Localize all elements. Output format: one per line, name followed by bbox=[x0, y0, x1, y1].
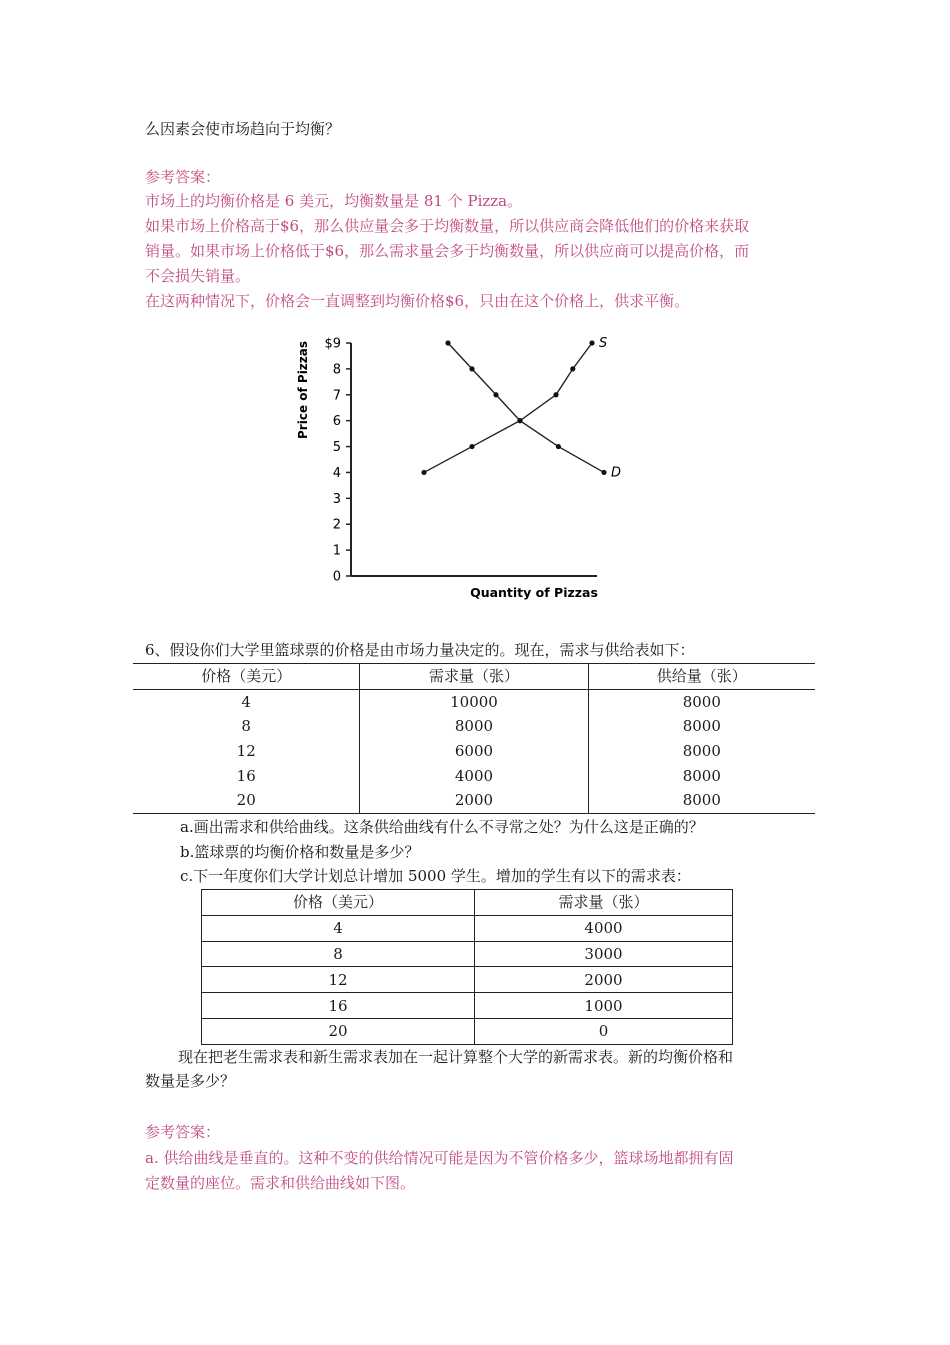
answer-label: 参考答案： bbox=[145, 168, 221, 186]
data-point-S bbox=[469, 444, 474, 449]
data-point-D bbox=[469, 366, 474, 371]
data-point-D bbox=[556, 444, 561, 449]
cell: 4000 bbox=[475, 915, 733, 941]
cell: 8000 bbox=[588, 788, 815, 813]
cell: 8 bbox=[241, 717, 251, 736]
followup-line-1: 现在把老生需求表和新生需求表加在一起计算整个大学的新需求表。新的均衡价格和 bbox=[178, 1048, 734, 1066]
data-point-D bbox=[445, 340, 450, 345]
series-label-D: D bbox=[611, 465, 622, 481]
col-price: 价格（美元） bbox=[133, 664, 360, 690]
table-row bbox=[133, 714, 815, 739]
table-row bbox=[133, 788, 815, 813]
supply-demand-table bbox=[133, 663, 815, 814]
question-6b: b.篮球票的均衡价格和数量是多少？ bbox=[180, 843, 420, 861]
data-point-S bbox=[570, 366, 575, 371]
cell: 12 bbox=[236, 742, 256, 761]
new-student-demand-table bbox=[201, 889, 733, 1045]
table-row bbox=[202, 915, 733, 941]
chart-ylabel: Price of Pizzas bbox=[296, 340, 310, 440]
cell: 16 bbox=[202, 993, 475, 1019]
cell: 20 bbox=[202, 1018, 475, 1044]
y-tick-label: 1 bbox=[332, 543, 341, 559]
table-header-row bbox=[202, 890, 733, 916]
cell: 8000 bbox=[588, 739, 815, 764]
cell: 0 bbox=[475, 1018, 733, 1044]
table-row bbox=[133, 689, 815, 714]
col-demand: 需求量（张） bbox=[360, 664, 588, 690]
series-line-D bbox=[448, 343, 604, 472]
y-tick-label: 5 bbox=[332, 440, 341, 456]
cell: 20 bbox=[236, 791, 256, 810]
data-point-D bbox=[601, 470, 606, 475]
intro-question: 么因素会使市场趋向于均衡？ bbox=[145, 120, 341, 138]
table-row bbox=[202, 967, 733, 993]
answer2-line-2: 定数量的座位。需求和供给曲线如下图。 bbox=[145, 1174, 416, 1192]
table-row bbox=[133, 739, 815, 764]
cell: 8000 bbox=[588, 689, 815, 714]
table-row bbox=[202, 1018, 733, 1044]
cell: 3000 bbox=[475, 941, 733, 967]
cell: 4 bbox=[202, 915, 475, 941]
table-row bbox=[202, 993, 733, 1019]
data-point-S bbox=[589, 340, 594, 345]
cell: 4000 bbox=[360, 763, 588, 788]
cell: 1000 bbox=[475, 993, 733, 1019]
cell: 10000 bbox=[360, 689, 588, 714]
cell: 8 bbox=[202, 941, 475, 967]
col-supply: 供给量（张） bbox=[588, 664, 815, 690]
answer-line-3: 销量。如果市场上价格低于$6，那么需求量会多于均衡数量，所以供应商可以提高价格，而 bbox=[145, 242, 750, 260]
cell: 6000 bbox=[360, 739, 588, 764]
table-header-row bbox=[133, 664, 815, 690]
cell: 8000 bbox=[588, 763, 815, 788]
chart-xlabel: Quantity of Pizzas bbox=[470, 585, 598, 600]
answer-line-1: 市场上的均衡价格是 6 美元，均衡数量是 81 个 Pizza。 bbox=[145, 192, 523, 210]
col-price: 价格（美元） bbox=[202, 890, 475, 916]
question-6a: a.画出需求和供给曲线。这条供给曲线有什么不寻常之处？为什么这是正确的？ bbox=[180, 818, 704, 836]
cell: 8000 bbox=[360, 714, 588, 739]
table-row bbox=[133, 763, 815, 788]
series-label-S: S bbox=[599, 336, 608, 351]
question-6-title: 6、假设你们大学里篮球票的价格是由市场力量决定的。现在，需求与供给表如下： bbox=[145, 641, 695, 659]
y-tick-label: 4 bbox=[332, 465, 341, 481]
answer-line-2: 如果市场上价格高于$6，那么供应量会多于均衡数量，所以供应商会降低他们的价格来获取 bbox=[145, 217, 750, 235]
y-tick-label: 2 bbox=[332, 517, 341, 533]
y-tick-label: 0 bbox=[332, 569, 341, 585]
cell: 8000 bbox=[588, 714, 815, 739]
table-row bbox=[202, 941, 733, 967]
y-tick-label: $9 bbox=[324, 336, 341, 352]
y-tick-label: 3 bbox=[332, 491, 341, 507]
cell: 2000 bbox=[360, 788, 588, 813]
answer2-label: 参考答案： bbox=[145, 1123, 221, 1141]
question-6c: c.下一年度你们大学计划总计增加 5000 学生。增加的学生有以下的需求表： bbox=[180, 867, 691, 885]
data-point-S bbox=[553, 392, 558, 397]
answer2-line-1: a. 供给曲线是垂直的。这种不变的供给情况可能是因为不管价格多少，篮球场地都拥有固 bbox=[145, 1149, 734, 1167]
data-point-S bbox=[421, 470, 426, 475]
y-tick-label: 7 bbox=[332, 388, 341, 404]
col-demand: 需求量（张） bbox=[475, 890, 733, 916]
y-tick-label: 8 bbox=[332, 362, 341, 378]
answer-line-5: 在这两种情况下，价格会一直调整到均衡价格$6，只由在这个价格上，供求平衡。 bbox=[145, 292, 690, 310]
pizza-supply-demand-chart bbox=[285, 325, 625, 610]
followup-line-2: 数量是多少？ bbox=[145, 1072, 236, 1090]
cell: 2000 bbox=[475, 967, 733, 993]
y-tick-label: 6 bbox=[332, 414, 341, 430]
data-point-D bbox=[493, 392, 498, 397]
cell: 4 bbox=[241, 692, 251, 711]
cell: 16 bbox=[236, 766, 256, 785]
data-point-D bbox=[517, 418, 522, 423]
answer-line-4: 不会损失销量。 bbox=[145, 267, 251, 285]
cell: 12 bbox=[202, 967, 475, 993]
